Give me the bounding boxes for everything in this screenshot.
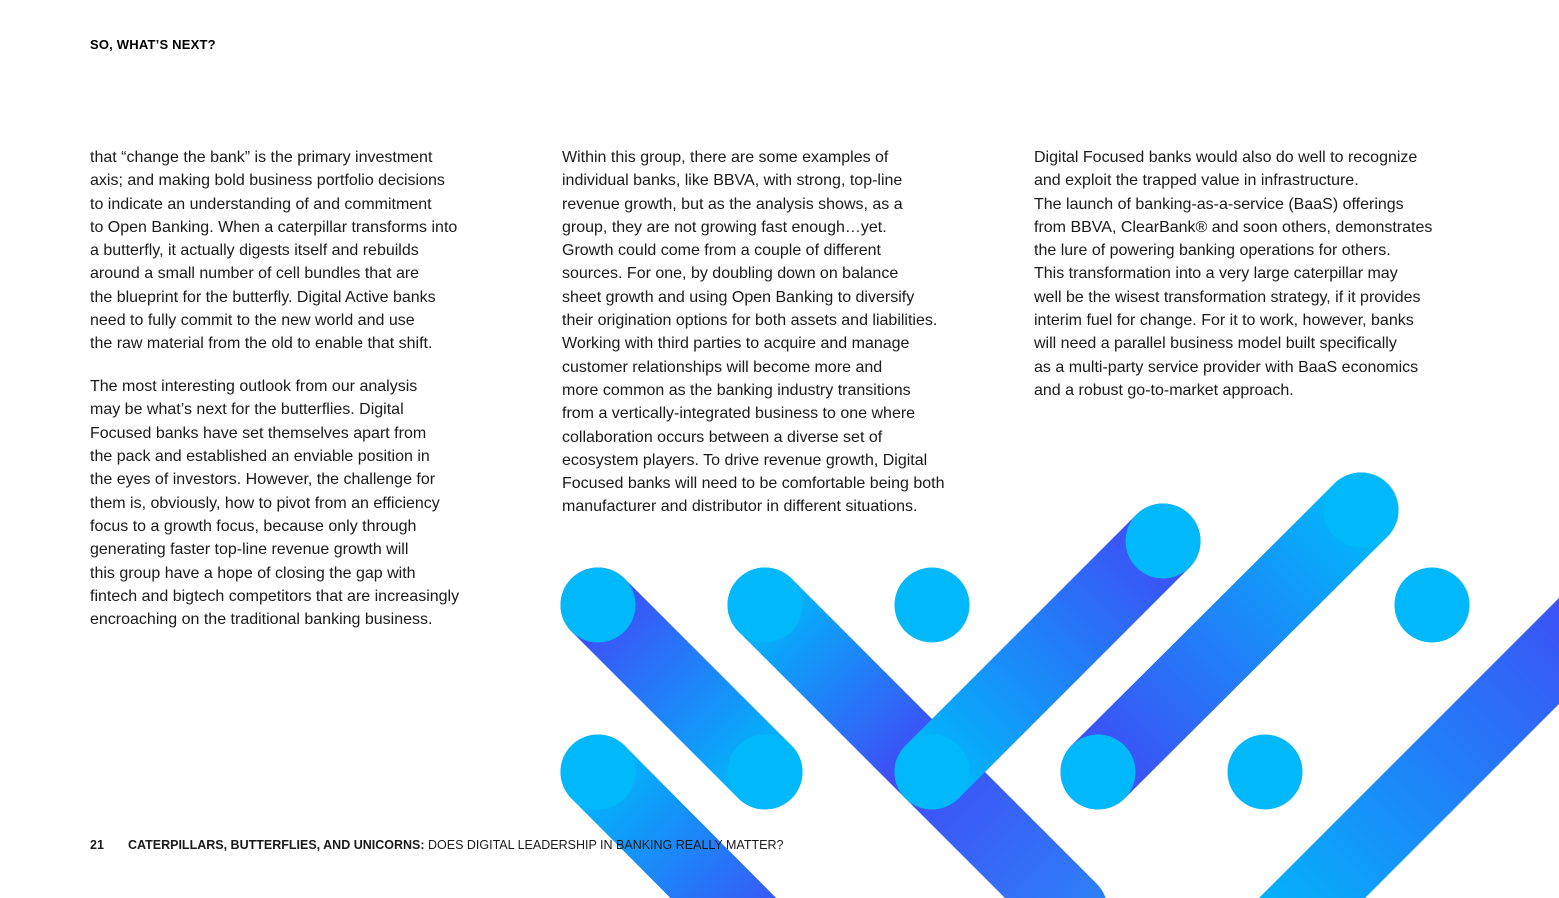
dot-shape [1061,735,1136,810]
footer-title-regular: DOES DIGITAL LEADERSHIP IN BANKING REALLY MATTER? [424,838,784,852]
page-number: 21 [90,838,104,852]
footer-title-bold: CATERPILLARS, BUTTERFLIES, AND UNICORNS: [128,838,425,852]
dot-shape [561,735,636,810]
paragraph: that “change the bank” is the primary investment axis; and making bold business portfolio decisions to indicate an understanding of and commitment to Open Banking. When a caterpillar transforms into a butterfly, it actually digests itself and rebuilds around a small number of cell bundles that are the blueprint for the butterfly. Digital Active banks need to fully commit to the new world and use the raw material from the old to enable that shift. [90,149,458,353]
paragraph: Within this group, there are some examples of individual banks, like BBVA, with strong, top-line revenue growth, but as the analysis shows, as a group, they are not growing fast enough…yet. Growth could come from a couple of different sources. For one, by doubling down on balance sheet growth and using Open Banking to diversify their origination options for both assets and liabilities. Working with third parties to acquire and manage customer relationships will become more and more common as the banking industry transitions from a vertically-integrated business to one where collaboration occurs between a diverse set of ecosystem players. To drive revenue growth, Digital Focused banks will need to be comfortable being both manufacturer and distributor in different situations. [562,149,945,516]
dot-shape [561,568,636,643]
dot-shape [1126,504,1201,579]
pill-shape [1265,610,1559,898]
dot-shape [1395,568,1470,643]
page-footer [90,838,783,852]
dot-shape [728,735,803,810]
dot-shape [1324,473,1399,548]
dot-shape [895,735,970,810]
section-title: SO, WHAT’S NEXT? [90,37,216,52]
paragraph: Digital Focused banks would also do well to recognize and exploit the trapped value in infrastructure. The launch of banking-as-a-service (BaaS) offerings from BBVA, ClearBank® and soon others, demonstrates the lure of powering banking operations for others. This transformation into a very large caterpillar may well be the wisest transformation strategy, if it provides interim fuel for change. For it to work, however, banks will need a parallel business model built specifically as a multi-party service provider with BaaS economics and a robust go-to-market approach. [1034,149,1433,399]
dot-shape [728,568,803,643]
paragraph: The most interesting outlook from our analysis may be what’s next for the butterflies. Digital Focused banks have set themselves apart from the pack and established an enviable position in the eyes of investors. However, the challenge for them is, obviously, how to pivot from an efficiency focus to a growth focus, because only through generating faster top-line revenue growth will this group have a hope of closing the gap with fintech and bigtech competitors that are increasingly encroaching on the traditional banking business. [90,378,460,629]
dot-shape [895,568,970,643]
dot-shape [1228,735,1303,810]
